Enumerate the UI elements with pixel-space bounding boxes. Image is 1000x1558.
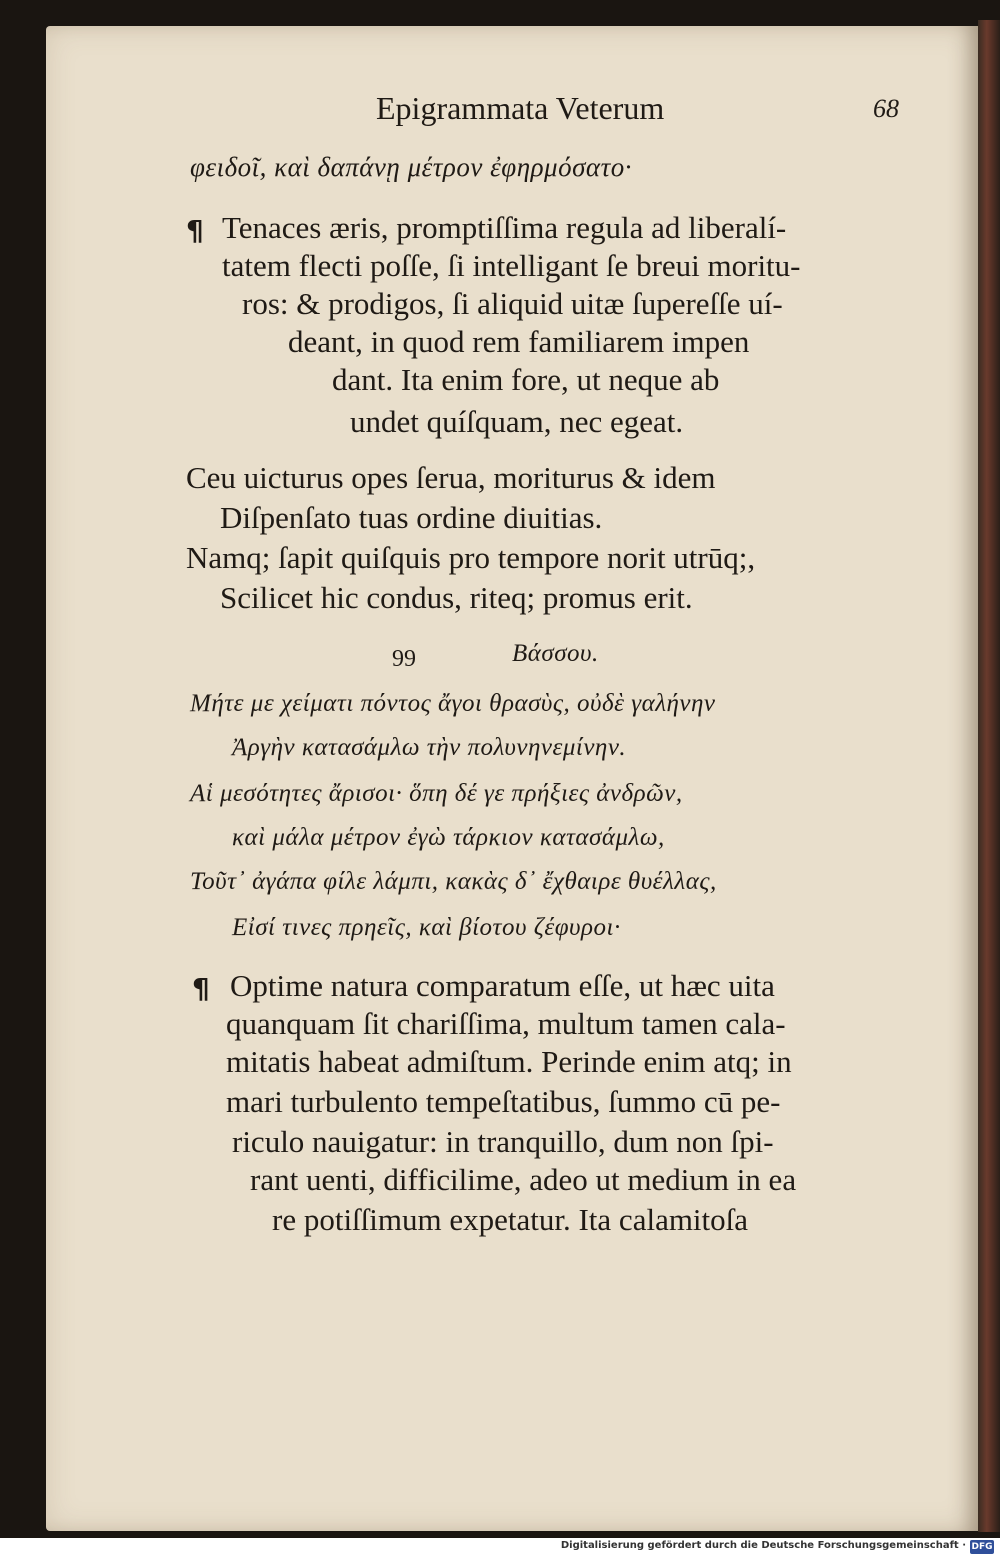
dfg-logo: DFG <box>971 1542 993 1552</box>
page-number: 68 <box>873 94 899 123</box>
verse-line: Diſpenſato tuas ordine diuitias. <box>220 500 603 535</box>
verse-line: Scilicet hic condus, riteq; promus erit. <box>220 580 693 615</box>
epigram-number: 99 <box>392 646 416 672</box>
commentary1-line: ros: & prodigos, ſi aliquid uitæ ſupereſſe uí- <box>242 286 783 321</box>
greek-epigram-line: Αἱ μεσότητες ἄρισοι· ὅπη δέ γε πρήξιες ἀνδρῶν, <box>190 780 683 807</box>
epigram-author: Βάσσου. <box>512 640 599 667</box>
commentary1-line: dant. Ita enim fore, ut neque ab <box>332 362 720 397</box>
commentary1-line: deant, in quod rem familiarem impen <box>288 324 750 359</box>
commentary2-line: rant uenti, difficilime, adeo ut medium in ea <box>250 1162 797 1197</box>
commentary1-line: undet quíſquam, nec egeat. <box>350 404 684 439</box>
commentary2-line: Optime natura comparatum eſſe, ut hæc uita <box>230 968 775 1003</box>
commentary2-line: quanquam ſit chariſſima, multum tamen cala- <box>226 1006 786 1041</box>
verse-line: Ceu uicturus opes ſerua, moriturus & idem <box>186 460 716 495</box>
commentary1-line: tatem flecti poſſe, ſi intelligant ſe breui moritu- <box>222 248 801 283</box>
greek-top-line: φειδοῖ, καὶ δαπάνῃ μέτρον ἐφηρμόσατο· <box>190 152 632 182</box>
commentary2-line: re potiſſimum expetatur. Ita calamitoſa <box>272 1202 749 1237</box>
book-edge <box>978 20 1000 1532</box>
commentary2-line: mitatis habeat admiſtum. Perinde enim atq; in <box>226 1044 792 1079</box>
running-title: Epigrammata Veterum <box>376 90 665 126</box>
verse-line: Namq; ſapit quiſquis pro tempore norit utrūq;, <box>186 540 756 575</box>
greek-epigram-line: Μήτε με χείματι πόντος ἄγοι θρασὺς, οὐδὲ γαλήνην <box>190 690 716 717</box>
commentary1-line: Tenaces æris, promptiſſima regula ad liberalí- <box>222 210 787 245</box>
commentary2-line: riculo nauigatur: in tranquillo, dum non ſpi- <box>232 1124 774 1159</box>
greek-epigram-line: Τοῦτ᾽ ἀγάπα φίλε λάμπι, κακὰς δ᾽ ἔχθαιρε θυέλλας, <box>190 868 717 895</box>
greek-epigram-line: καὶ μάλα μέτρον ἐγὼ τάρκιον κατασάμλω, <box>232 824 665 851</box>
greek-epigram-line: Εἰσί τινες πρηεῖς, καὶ βίοτου ζέφυροι· <box>232 914 621 941</box>
funding-credit: Digitalisierung gefördert durch die Deutsche Forschungsgemeinschaft · <box>560 1540 966 1551</box>
commentary2-line: mari turbulento tempeſtatibus, ſummo cū pe- <box>226 1084 781 1119</box>
paragraph-mark: ¶ <box>192 972 210 1005</box>
paragraph-mark: ¶ <box>186 214 204 247</box>
greek-epigram-line: Ἀργὴν κατασάμλω τὴν πολυνηνεμίνην. <box>232 734 627 761</box>
